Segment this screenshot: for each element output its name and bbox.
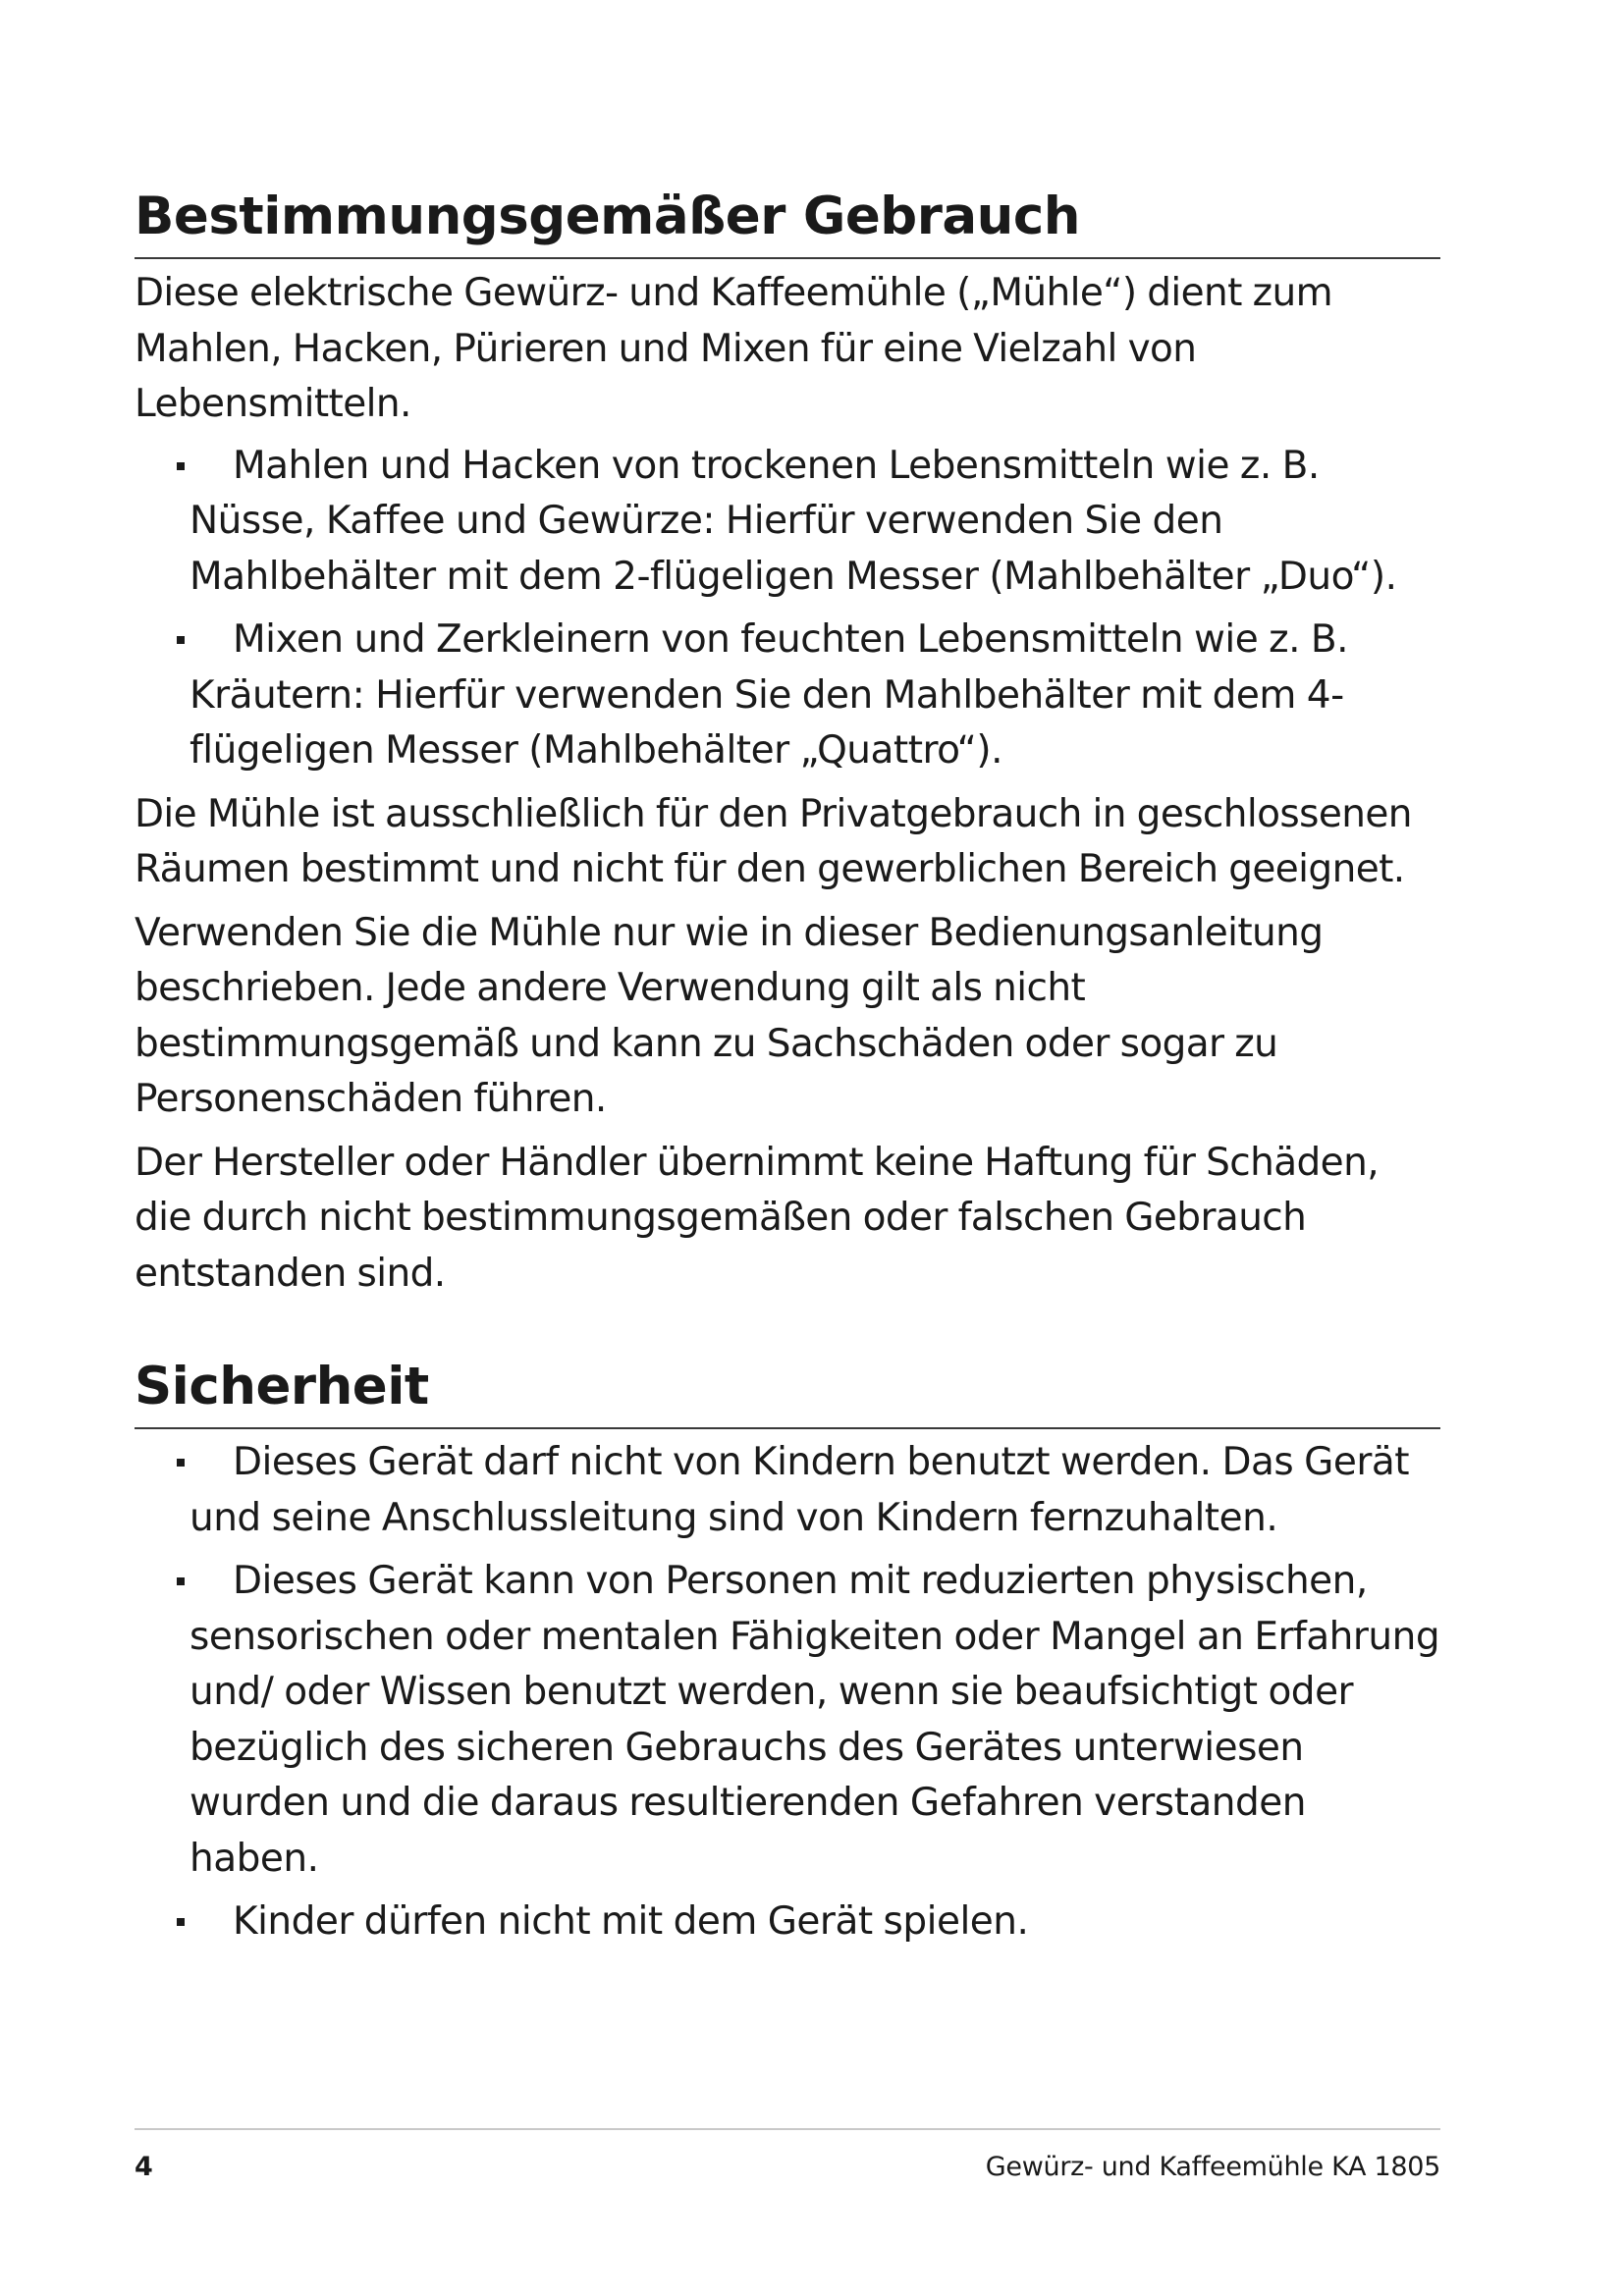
bullet-square-icon	[177, 1577, 185, 1585]
intended-use-list	[135, 439, 1440, 779]
bullet-square-icon	[177, 462, 185, 470]
bullet-square-icon	[177, 1918, 185, 1926]
list-item-text: Dieses Gerät darf nicht von Kindern benutzt werden. Das Gerät und seine Anschlussleitung sind von Kindern fernzuhalten.	[189, 1440, 1410, 1540]
private-use-paragraph: Die Mühle ist ausschließlich für den Privatgebrauch in geschlossenen Räumen bestimmt und nicht für den gewerblichen Bereich geeignet.	[135, 791, 1412, 891]
bullet-square-icon	[177, 1459, 185, 1467]
list-item	[135, 439, 1440, 606]
list-item	[135, 1895, 1440, 1950]
liability-paragraph: Der Hersteller oder Händler übernimmt keine Haftung für Schäden, die durch nicht bestimmungsgemäßen oder falschen Gebrauch entstanden sind.	[135, 1140, 1379, 1296]
section-title-safety: Sicherheit	[135, 1353, 1440, 1429]
safety-list	[135, 1435, 1440, 1950]
footer-divider	[135, 2128, 1440, 2130]
list-item-text: Kinder dürfen nicht mit dem Gerät spielen.	[233, 1899, 1029, 1944]
usage-paragraph: Verwenden Sie die Mühle nur wie in dieser Bedienungsanleitung beschrieben. Jede andere Verwendung gilt als nicht bestimmungsgemäß und kann zu Sachschäden oder sogar zu Personenschäden führen.	[135, 910, 1324, 1121]
section-title-intended-use: Bestimmungsgemäßer Gebrauch	[135, 183, 1440, 259]
list-item	[135, 613, 1440, 779]
list-item	[135, 1435, 1440, 1546]
page-content	[135, 183, 1440, 1950]
bullet-square-icon	[177, 636, 185, 644]
intro-paragraph: Diese elektrische Gewürz- und Kaffeemühle („Mühle“) dient zum Mahlen, Hacken, Pürieren und Mixen für eine Vielzahl von Lebensmitteln.	[135, 271, 1333, 426]
document-title: Gewürz- und Kaffeemühle KA 1805	[985, 2152, 1440, 2182]
list-item	[135, 1554, 1440, 1887]
list-item-text: Dieses Gerät kann von Personen mit reduzierten physischen, sensorischen oder mentalen Fähigkeiten oder Mangel an Erfahrung und/ oder Wissen benutzt werden, wenn sie beaufsichtigt oder bezüglich des sicheren Gebrauchs des Gerätes unterwiesen wurden und die daraus resultierenden Gefahren verstanden haben.	[189, 1559, 1440, 1881]
list-item-text: Mixen und Zerkleinern von feuchten Lebensmitteln wie z. B. Kräutern: Hierfür verwenden Sie den Mahlbehälter mit dem 4-flügeligen Messer (Mahlbehälter „Quattro“).	[189, 617, 1349, 773]
page-number: 4	[135, 2152, 153, 2182]
list-item-text: Mahlen und Hacken von trockenen Lebensmitteln wie z. B. Nüsse, Kaffee und Gewürze: Hierfür verwenden Sie den Mahlbehälter mit dem 2-flügeligen Messer (Mahlbehälter „Duo“).	[189, 443, 1397, 599]
